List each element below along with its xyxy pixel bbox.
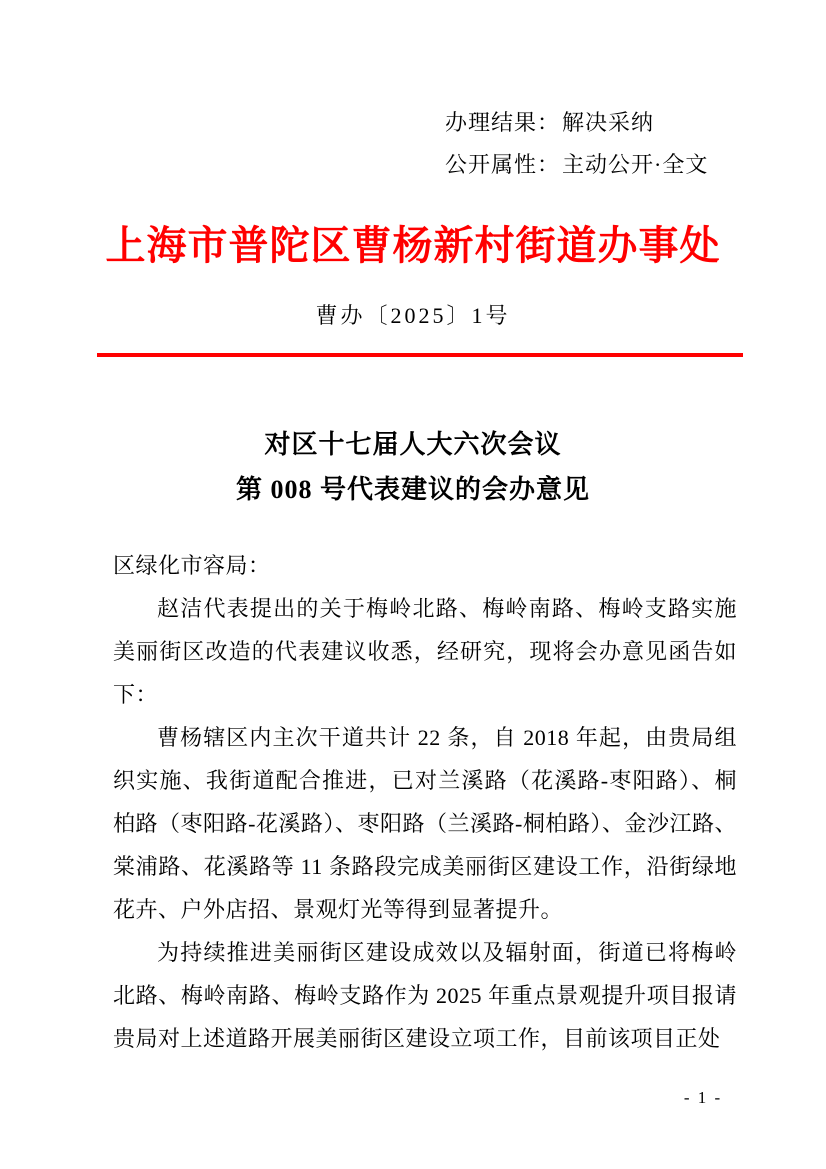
page-number: - 1 - bbox=[683, 1088, 723, 1107]
meta-handling-result-label: 办理结果： bbox=[445, 110, 561, 135]
letterhead-doc-number: 曹办〔2025〕1号 bbox=[315, 303, 511, 328]
meta-publicity-attribute-label: 公开属性： bbox=[445, 152, 561, 177]
doc-paragraph: 曹杨辖区内主次干道共计 22 条，自 2018 年起，由贵局组织实施、我街道配合推进，已对兰溪路（花溪路-枣阳路）、桐柏路（枣阳路-花溪路）、枣阳路（兰溪路-桐柏路）、金沙江路、棠浦路、花溪路等 11 条路段完成美丽街区建设工作，沿街绿地花卉、户外店招、景观灯光等得到显著提升。 bbox=[113, 725, 737, 922]
doc-body bbox=[113, 544, 737, 1060]
doc-meta-block bbox=[445, 102, 708, 186]
doc-salutation: 区绿化市容局： bbox=[113, 553, 271, 578]
letterhead-org-name: 上海市普陀区曹杨新村街道办事处 bbox=[105, 223, 721, 268]
meta-handling-result-value: 解决采纳 bbox=[562, 110, 655, 135]
letterhead-divider-line bbox=[97, 353, 743, 357]
doc-paragraph: 赵洁代表提出的关于梅岭北路、梅岭南路、梅岭支路实施美丽街区改造的代表建议收悉，经研究，现将会办意见函告如下： bbox=[113, 596, 737, 707]
doc-title bbox=[0, 422, 826, 512]
doc-title-line2: 第 008 号代表建议的会办意见 bbox=[235, 475, 590, 504]
doc-paragraph: 为持续推进美丽街区建设成效以及辐射面，街道已将梅岭北路、梅岭南路、梅岭支路作为 2025 年重点景观提升项目报请贵局对上述道路开展美丽街区建设立项工作，目前该项目正处 bbox=[113, 940, 737, 1051]
meta-handling-result bbox=[445, 102, 708, 144]
doc-title-line1: 对区十七届人大六次会议 bbox=[264, 430, 562, 459]
meta-publicity-attribute bbox=[445, 144, 708, 186]
meta-publicity-attribute-value: 主动公开·全文 bbox=[562, 152, 709, 177]
